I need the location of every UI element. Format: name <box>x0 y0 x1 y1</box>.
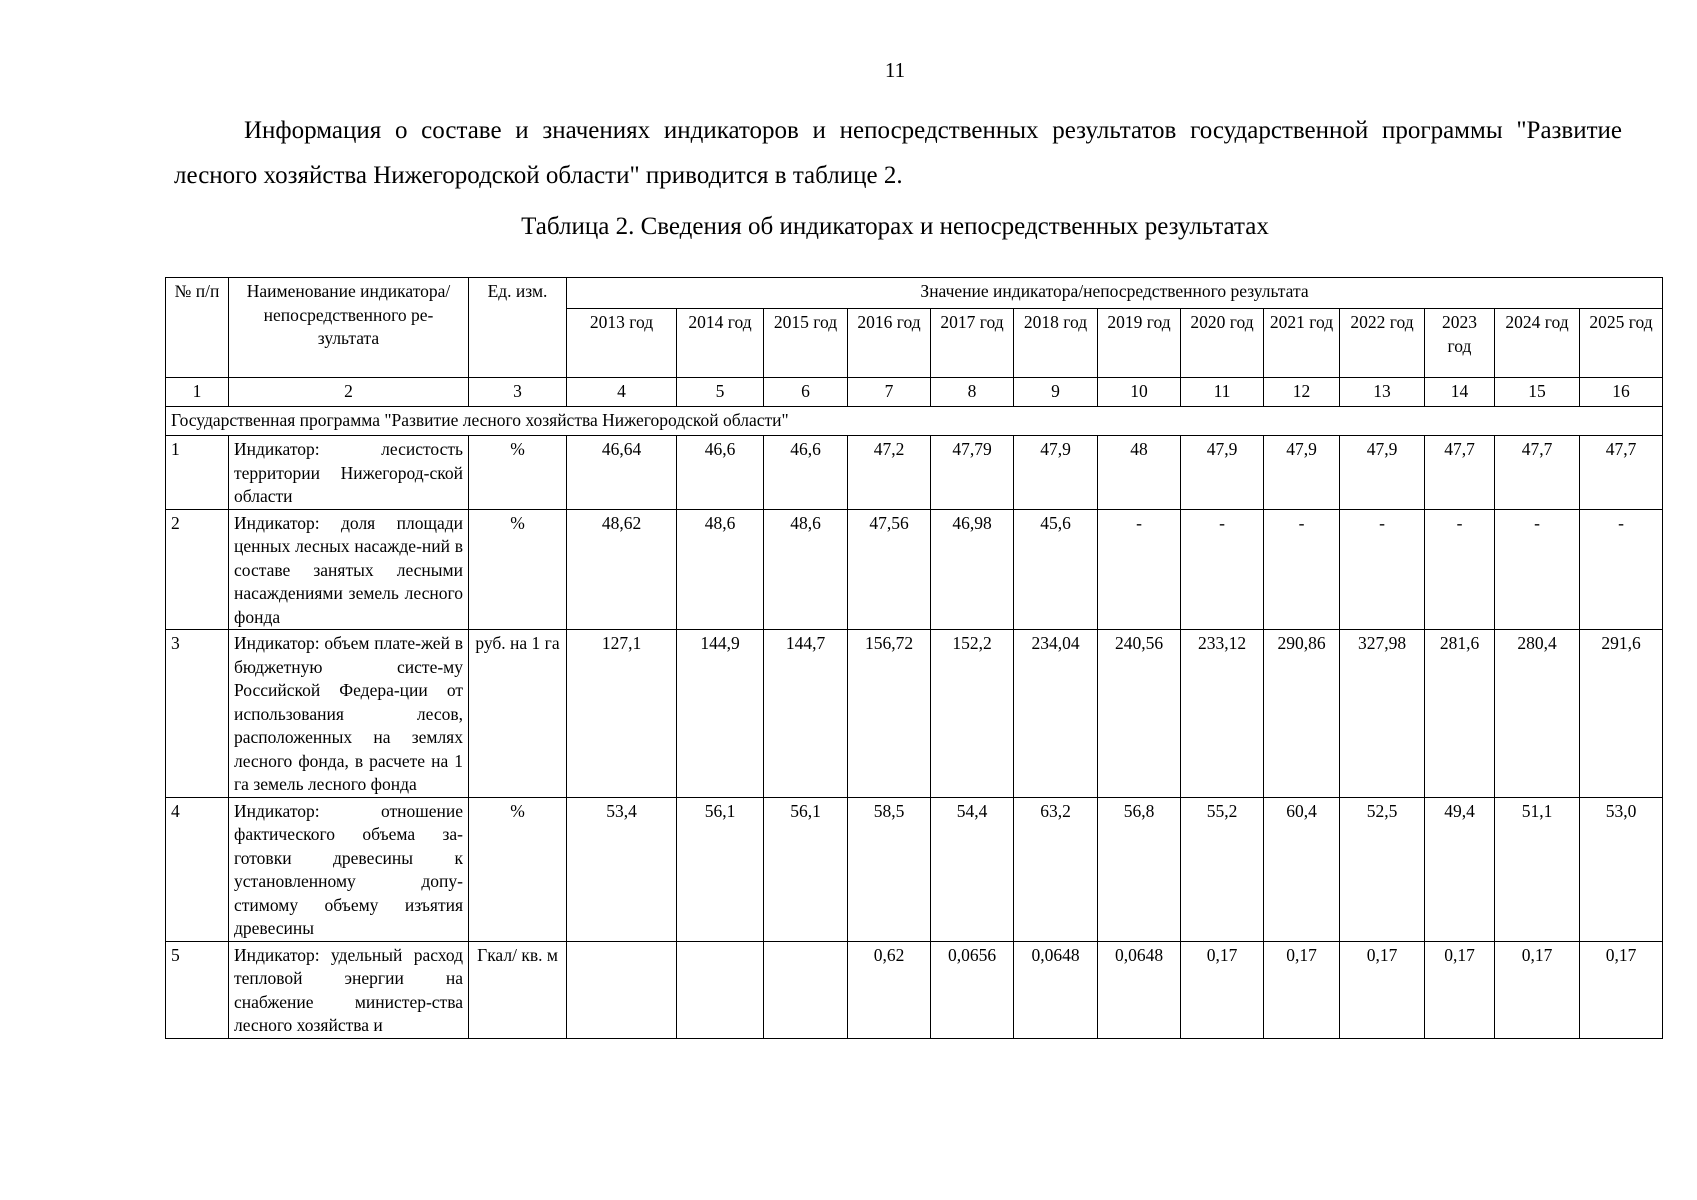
intro-line-1: Информация о составе и значениях индикаторов и непосредственных результатов государственной программы <box>244 117 1503 144</box>
indicator-value <box>567 941 677 1038</box>
indicator-value: 48,6 <box>677 509 764 630</box>
column-number: 8 <box>931 378 1014 407</box>
indicator-value: 0,0648 <box>1098 941 1181 1038</box>
row-number: 4 <box>166 797 229 941</box>
indicator-value: 0,17 <box>1495 941 1580 1038</box>
header-year: 2016 год <box>848 309 931 378</box>
indicator-value: 280,4 <box>1495 630 1580 798</box>
indicator-value: 47,2 <box>848 436 931 510</box>
indicator-value: 49,4 <box>1425 797 1495 941</box>
column-number: 15 <box>1495 378 1580 407</box>
indicator-value: 152,2 <box>931 630 1014 798</box>
indicator-value: 0,17 <box>1580 941 1663 1038</box>
column-number: 10 <box>1098 378 1181 407</box>
indicator-value: 48,62 <box>567 509 677 630</box>
row-number: 1 <box>166 436 229 510</box>
indicator-name: Индикатор: доля площади ценных лесных насажде-ний в составе занятых лесными насаждениями земель лесного фонда <box>229 509 469 630</box>
indicator-value: - <box>1340 509 1425 630</box>
indicator-value: - <box>1264 509 1340 630</box>
indicator-value: 290,86 <box>1264 630 1340 798</box>
indicator-value: 0,62 <box>848 941 931 1038</box>
column-number: 7 <box>848 378 931 407</box>
indicator-value: 56,1 <box>764 797 848 941</box>
indicator-value: 0,17 <box>1264 941 1340 1038</box>
indicator-name: Индикатор: объем плате-жей в бюджетную систе-му Российской Федера-ции от использования лесов, расположенных на землях лесного фонда, в расчете на 1 га земель лесного фонда <box>229 630 469 798</box>
header-year: 2023 год <box>1425 309 1495 378</box>
indicator-value: 60,4 <box>1264 797 1340 941</box>
header-year: 2014 год <box>677 309 764 378</box>
indicator-value: 48,6 <box>764 509 848 630</box>
indicator-unit: % <box>469 797 567 941</box>
header-year: 2017 год <box>931 309 1014 378</box>
indicator-value: 144,7 <box>764 630 848 798</box>
indicator-value: 0,17 <box>1340 941 1425 1038</box>
header-year: 2015 год <box>764 309 848 378</box>
indicator-value: - <box>1425 509 1495 630</box>
column-number: 2 <box>229 378 469 407</box>
indicator-value: 0,17 <box>1425 941 1495 1038</box>
header-values-group: Значение индикатора/непосредственного результата <box>567 278 1663 309</box>
indicator-value: 327,98 <box>1340 630 1425 798</box>
header-year: 2018 год <box>1014 309 1098 378</box>
indicator-value: 0,17 <box>1181 941 1264 1038</box>
indicator-value: 234,04 <box>1014 630 1098 798</box>
table-row <box>166 797 1663 941</box>
header-name: Наименование индикатора/ непосредственного ре-зультата <box>229 278 469 378</box>
indicator-value: 0,0648 <box>1014 941 1098 1038</box>
header-num: № п/п <box>166 278 229 378</box>
indicator-unit: % <box>469 436 567 510</box>
table-title: Таблица 2. Сведения об индикаторах и непосредственных результатах <box>521 213 1269 240</box>
column-number: 11 <box>1181 378 1264 407</box>
row-number: 3 <box>166 630 229 798</box>
indicator-value: 52,5 <box>1340 797 1425 941</box>
column-number: 16 <box>1580 378 1663 407</box>
section-row <box>166 407 1663 436</box>
indicator-value: 56,8 <box>1098 797 1181 941</box>
column-number: 12 <box>1264 378 1340 407</box>
indicator-value: 0,0656 <box>931 941 1014 1038</box>
table-row <box>166 509 1663 630</box>
indicator-value: 53,0 <box>1580 797 1663 941</box>
indicator-value: 45,6 <box>1014 509 1098 630</box>
indicator-value: 233,12 <box>1181 630 1264 798</box>
indicator-value: 47,9 <box>1181 436 1264 510</box>
indicator-value: 46,64 <box>567 436 677 510</box>
indicator-value: 63,2 <box>1014 797 1098 941</box>
table-row <box>166 630 1663 798</box>
header-unit: Ед. изм. <box>469 278 567 378</box>
indicator-value: 156,72 <box>848 630 931 798</box>
indicator-value: 48 <box>1098 436 1181 510</box>
indicator-value: 47,9 <box>1014 436 1098 510</box>
indicator-name: Индикатор: лесистость территории Нижегород-ской области <box>229 436 469 510</box>
indicator-value: 54,4 <box>931 797 1014 941</box>
indicator-value: 240,56 <box>1098 630 1181 798</box>
header-year: 2024 год <box>1495 309 1580 378</box>
indicator-value: 47,7 <box>1425 436 1495 510</box>
header-year: 2022 год <box>1340 309 1425 378</box>
header-year: 2025 год <box>1580 309 1663 378</box>
column-number: 3 <box>469 378 567 407</box>
indicator-unit: % <box>469 509 567 630</box>
indicator-value: - <box>1495 509 1580 630</box>
indicator-value: 127,1 <box>567 630 677 798</box>
indicator-unit: руб. на 1 га <box>469 630 567 798</box>
indicator-value: 53,4 <box>567 797 677 941</box>
indicator-value: 47,7 <box>1495 436 1580 510</box>
indicator-name: Индикатор: отношение фактического объема за-готовки древесины к установленному допу-стимому объему изъятия древесины <box>229 797 469 941</box>
intro-paragraph <box>174 108 1622 198</box>
indicator-value: 47,79 <box>931 436 1014 510</box>
indicator-value: 144,9 <box>677 630 764 798</box>
indicator-value: 47,9 <box>1264 436 1340 510</box>
header-year: 2019 год <box>1098 309 1181 378</box>
column-number: 9 <box>1014 378 1098 407</box>
indicator-value: 58,5 <box>848 797 931 941</box>
indicator-value: - <box>1580 509 1663 630</box>
row-number: 5 <box>166 941 229 1038</box>
indicator-value: 47,9 <box>1340 436 1425 510</box>
intro-line-2: "Развитие лесного хозяйства Нижегородской области" приводится в таблице 2. <box>174 117 1623 189</box>
indicator-value: - <box>1181 509 1264 630</box>
header-row <box>166 278 1663 309</box>
indicator-value <box>764 941 848 1038</box>
indicator-value: 281,6 <box>1425 630 1495 798</box>
header-year: 2021 год <box>1264 309 1340 378</box>
indicator-value: 46,6 <box>764 436 848 510</box>
row-number: 2 <box>166 509 229 630</box>
header-year: 2020 год <box>1181 309 1264 378</box>
indicator-unit: Гкал/ кв. м <box>469 941 567 1038</box>
indicator-value: 47,56 <box>848 509 931 630</box>
section-title: Государственная программа "Развитие лесного хозяйства Нижегородской области" <box>166 407 1663 436</box>
column-number: 14 <box>1425 378 1495 407</box>
column-number: 13 <box>1340 378 1425 407</box>
indicators-table <box>165 277 1663 1039</box>
column-number: 5 <box>677 378 764 407</box>
indicator-value: 291,6 <box>1580 630 1663 798</box>
page-number: 11 <box>884 58 906 82</box>
indicator-value: 56,1 <box>677 797 764 941</box>
indicator-value: - <box>1098 509 1181 630</box>
indicator-value: 46,98 <box>931 509 1014 630</box>
column-numbers-row <box>166 378 1663 407</box>
indicator-value: 47,7 <box>1580 436 1663 510</box>
column-number: 6 <box>764 378 848 407</box>
table-row <box>166 941 1663 1038</box>
indicator-value: 51,1 <box>1495 797 1580 941</box>
column-number: 1 <box>166 378 229 407</box>
indicator-name: Индикатор: удельный расход тепловой энергии на снабжение министер-ства лесного хозяйства и <box>229 941 469 1038</box>
indicator-value <box>677 941 764 1038</box>
indicator-value: 55,2 <box>1181 797 1264 941</box>
header-year: 2013 год <box>567 309 677 378</box>
column-number: 4 <box>567 378 677 407</box>
table-row <box>166 436 1663 510</box>
indicator-value: 46,6 <box>677 436 764 510</box>
